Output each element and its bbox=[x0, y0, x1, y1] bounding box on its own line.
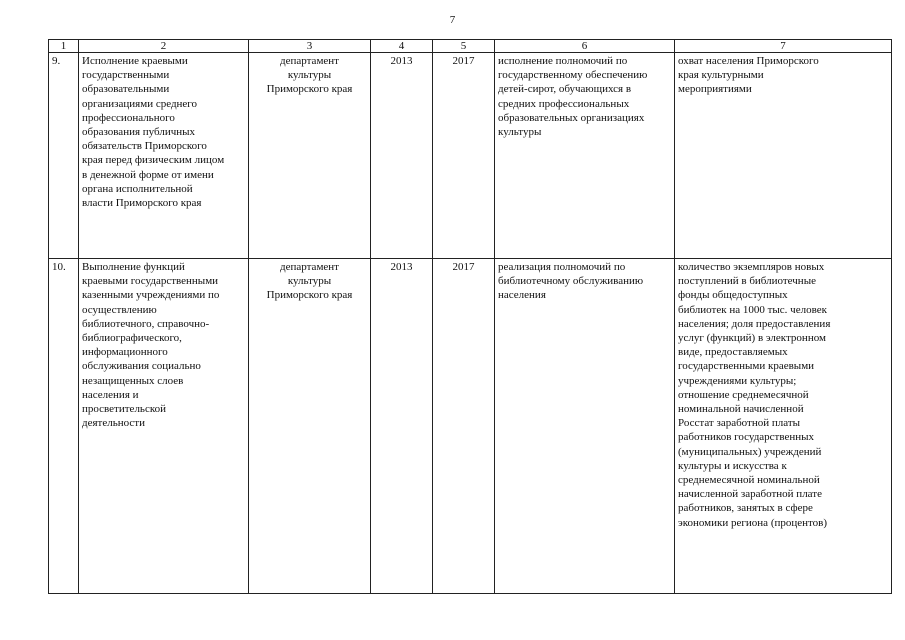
result-cell: исполнение полномочий по государственному обеспечению детей-сирот, обучающихся в средних профессиональных образовательных организациях культуры bbox=[495, 53, 675, 259]
program-table bbox=[48, 39, 892, 594]
indicator-cell: количество экземпляров новых поступлений в библиотечные фонды общедоступных библиотек на 1000 тыс. человек населения; доля предоставления услуг (функций) в электронном виде, предоставляемых государственными краевыми учреждениями культуры; отношение среднемесячной номинальной начисленной Росстат заработной платы работников государственных (муниципальных) учреждений культуры и искусства к среднемесячной номинальной начисленной заработной плате работников, занятых в сфере экономики региона (процентов) bbox=[675, 259, 892, 594]
indicator-cell: охват населения Приморского края культурными мероприятиями bbox=[675, 53, 892, 259]
row-number: 9. bbox=[49, 53, 79, 259]
result-cell: реализация полномочий по библиотечному обслуживанию населения bbox=[495, 259, 675, 594]
column-header: 4 bbox=[371, 40, 433, 53]
executor-cell: департамент культуры Приморского края bbox=[249, 259, 371, 594]
start-year-cell: 2013 bbox=[371, 53, 433, 259]
column-number-row bbox=[49, 40, 892, 53]
row-number: 10. bbox=[49, 259, 79, 594]
column-header: 1 bbox=[49, 40, 79, 53]
column-header: 2 bbox=[79, 40, 249, 53]
start-year-cell: 2013 bbox=[371, 259, 433, 594]
page-number: 7 bbox=[449, 14, 456, 26]
column-header: 5 bbox=[433, 40, 495, 53]
column-header: 6 bbox=[495, 40, 675, 53]
executor-cell: департамент культуры Приморского края bbox=[249, 53, 371, 259]
column-header: 7 bbox=[675, 40, 892, 53]
end-year-cell: 2017 bbox=[433, 259, 495, 594]
column-header: 3 bbox=[249, 40, 371, 53]
measure-name-cell: Исполнение краевыми государственными образовательными организациями среднего профессионального образования публичных обязательств Приморского края перед физическим лицом в денежной форме от имени органа исполнительной власти Приморского края bbox=[79, 53, 249, 259]
table-row bbox=[49, 259, 892, 594]
end-year-cell: 2017 bbox=[433, 53, 495, 259]
table-row bbox=[49, 53, 892, 259]
measure-name-cell: Выполнение функций краевыми государственными казенными учреждениями по осуществлению библиотечного, справочно- библиографического, информационного обслуживания социально незащищенных слоев населения и просветительской деятельности bbox=[79, 259, 249, 594]
